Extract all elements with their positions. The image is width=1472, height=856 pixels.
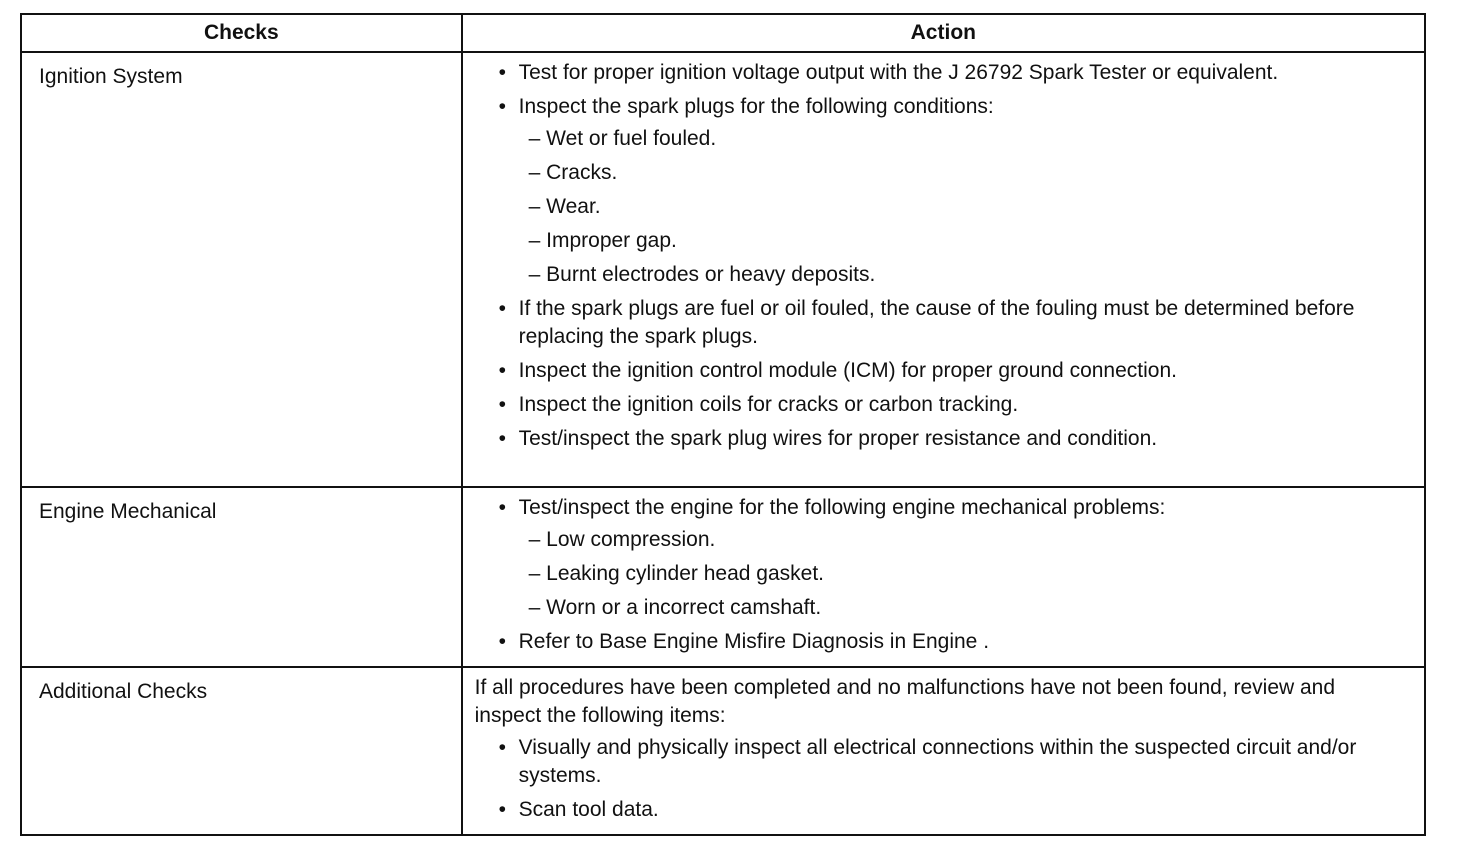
action-item: [473, 734, 1404, 790]
action-item: [473, 628, 1404, 656]
diagnostic-checks-table: [20, 13, 1426, 836]
header-action: Action: [462, 14, 1425, 52]
bullet-icon: •: [498, 95, 506, 118]
check-label: Additional Checks: [39, 680, 208, 703]
problem-sublist: [519, 526, 1404, 622]
bullet-icon: •: [498, 427, 506, 450]
action-item: [473, 391, 1404, 419]
bullet-icon: •: [498, 630, 506, 653]
sub-item: – Leaking cylinder head gasket.: [528, 562, 824, 585]
sub-item: – Cracks.: [528, 161, 618, 184]
action-list: [473, 59, 1404, 453]
bullet-icon: •: [498, 297, 506, 320]
bullet-icon: •: [498, 496, 506, 519]
action-list: [473, 494, 1404, 656]
sub-item: – Low compression.: [528, 528, 716, 551]
action-cell: [462, 52, 1425, 487]
table-header-row: [21, 14, 1425, 52]
checks-cell: [21, 667, 462, 835]
sub-item: – Wear.: [528, 195, 601, 218]
sub-item: – Wet or fuel fouled.: [528, 127, 717, 150]
action-intro-text: If all procedures have been completed and no malfunctions have not been found, review and inspect the following items:: [474, 676, 1336, 727]
action-item: [473, 494, 1404, 622]
action-list: [473, 734, 1404, 824]
action-item: [473, 425, 1404, 453]
sub-item: – Improper gap.: [528, 229, 677, 252]
bullet-icon: •: [498, 798, 506, 821]
table-row-engine-mechanical: [21, 487, 1425, 667]
check-label: Engine Mechanical: [39, 500, 217, 523]
bullet-icon: •: [498, 359, 506, 382]
check-label: Ignition System: [39, 65, 183, 88]
action-item: [473, 59, 1404, 87]
action-item-text: Inspect the ignition coils for cracks or carbon tracking.: [518, 393, 1019, 416]
header-checks: Checks: [21, 14, 462, 52]
action-item-text: Refer to Base Engine Misfire Diagnosis in Engine .: [518, 630, 990, 653]
sub-item: – Burnt electrodes or heavy deposits.: [528, 263, 876, 286]
table-row-additional-checks: [21, 667, 1425, 835]
checks-cell: [21, 52, 462, 487]
action-item-text: Inspect the spark plugs for the following conditions:: [518, 95, 994, 118]
action-item-text: If the spark plugs are fuel or oil fouled, the cause of the fouling must be determined before replacing the spark plugs.: [518, 297, 1355, 348]
bullet-icon: •: [498, 61, 506, 84]
action-item: [473, 93, 1404, 289]
action-item: [473, 796, 1404, 824]
condition-sublist: [519, 125, 1404, 289]
action-item-text: Test for proper ignition voltage output with the J 26792 Spark Tester or equivalent.: [518, 61, 1279, 84]
action-item-text: Inspect the ignition control module (ICM) for proper ground connection.: [518, 359, 1177, 382]
action-item-text: Test/inspect the spark plug wires for proper resistance and condition.: [518, 427, 1158, 450]
bullet-icon: •: [498, 393, 506, 416]
action-item-text: Scan tool data.: [518, 798, 659, 821]
action-item-text: Visually and physically inspect all electrical connections within the suspected circuit and/or systems.: [518, 736, 1357, 787]
sub-item: – Worn or a incorrect camshaft.: [528, 596, 822, 619]
checks-cell: [21, 487, 462, 667]
action-cell: [462, 667, 1425, 835]
bullet-icon: •: [498, 736, 506, 759]
action-item-text: Test/inspect the engine for the following engine mechanical problems:: [518, 496, 1166, 519]
action-item: [473, 295, 1404, 351]
action-item: [473, 357, 1404, 385]
table-row-ignition-system: [21, 52, 1425, 487]
action-cell: [462, 487, 1425, 667]
